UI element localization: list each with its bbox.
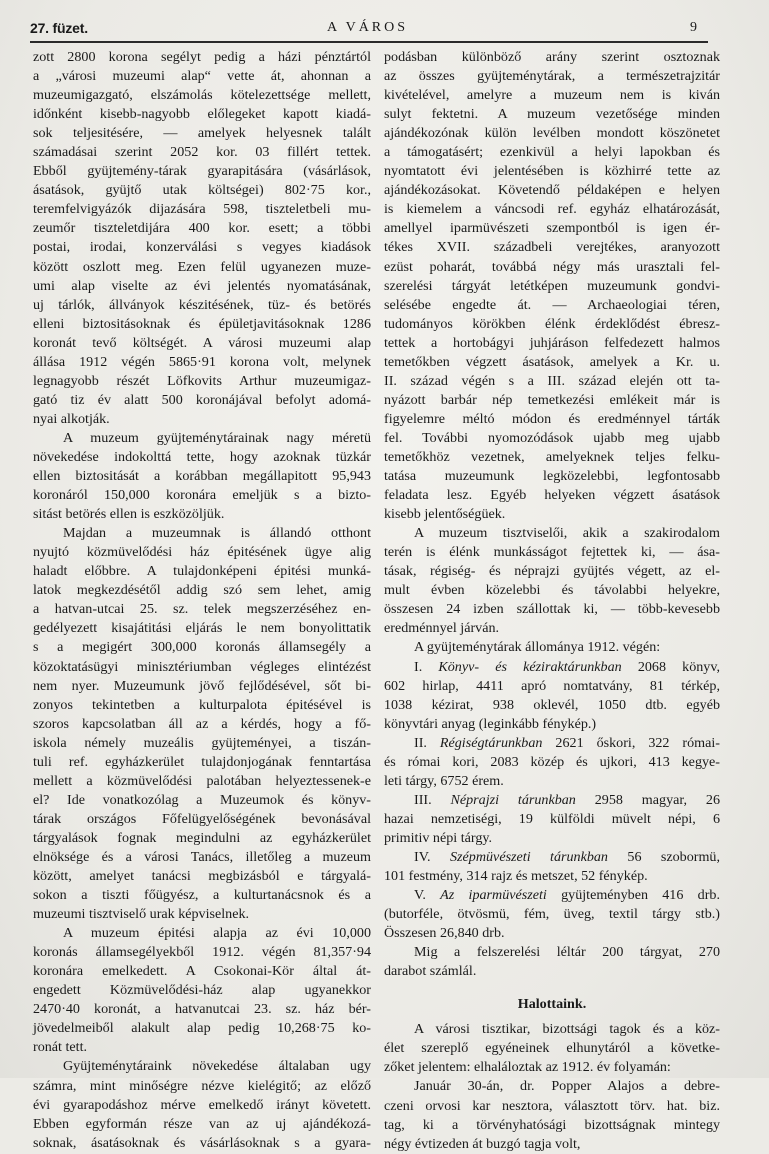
text-line: temetőkhöz vezetnek, amelyeknek teljes felku- <box>384 448 720 465</box>
text-line: zőket jelentem: elhaláloztak az 1912. év folyamán: <box>384 1059 671 1076</box>
text-line: 101 festmény, 314 rajz és metszet, 52 fénykép. <box>384 868 648 885</box>
text-line: amellyel iparmüvészeti szempontból is igen ér- <box>384 220 720 237</box>
text-line: nyomtatott évi jelentésében is közhirré tette az <box>384 163 720 180</box>
text-line: koronára emelkedett. A Csokonai-Kör által át- <box>33 963 371 980</box>
text-line: elnöksége és a városi Tanács, illetőleg a muzeum <box>33 848 371 865</box>
text-line: időnként kisebb-nagyobb előlegeket kapott kiadá- <box>33 106 371 123</box>
text-line: tuli ref. egyházkerület tulajdonjogának fenntartása <box>33 753 371 770</box>
text-line: leti tárgy, 6752 érem. <box>384 772 504 789</box>
text-line: A gyüjteménytárak állománya 1912. végén: <box>414 639 661 656</box>
left-column <box>33 48 371 1153</box>
text-line: Gyüjteménytáraink növekedése általaban ugy <box>63 1058 371 1075</box>
inventory-item <box>384 848 720 867</box>
inventory-counts: 2958 magyar, 26 <box>575 791 720 808</box>
text-line: Majdan a muzeumnak is állandó otthont <box>63 525 371 542</box>
text-line: számra, mint minőségre nézve kielégitő; az előző <box>33 1077 371 1094</box>
text-line: tárgyalások fognak megindulni az egyházkerület <box>33 829 371 846</box>
text-line: közoktatásügyi minisztériumban végleges elintézést <box>33 658 371 675</box>
collection-name: Könyv- és kéziraktárunkban <box>438 658 622 675</box>
text-line: könyvtári anyag (leginkább fénykép.) <box>384 715 597 732</box>
text-line: darabot számlál. <box>384 963 477 980</box>
inventory-counts: 56 szobormü, <box>607 848 721 865</box>
inventory-item <box>384 658 720 677</box>
text-line: ajándékozásokat. Követendő példaképen e helyen <box>384 182 720 199</box>
journal-title: A VÁROS <box>327 20 409 35</box>
text-line: ásatások, gyüjtő utak költségei) 802·75 kor., <box>33 182 371 199</box>
text-line: Összesen 26,840 drb. <box>384 925 505 942</box>
text-line: a támogatásért; ezenkivül a helyi lapokban és <box>384 144 720 161</box>
text-line: koronáról 150,000 koronára emeljük s a bizto- <box>33 487 371 504</box>
text-line: növekedése indokolttá tette, hogy azoknak tüzkár <box>33 448 371 465</box>
collection-name: Régiségtárunkban <box>439 734 543 751</box>
inventory-counts: 2621 őskori, 322 római- <box>542 734 721 751</box>
right-column <box>384 48 720 1154</box>
text-line: számadásai szerint 2052 kor. 03 fillért tettek. <box>33 144 371 161</box>
text-line: 602 hirlap, 4411 apró nomtatvány, 81 térkép, <box>384 677 720 694</box>
text-line: selésébe engedte át. — Archaeologiai téren, <box>384 296 720 313</box>
text-line: élet szereplő egyéneinek elhunytáról a követke- <box>384 1040 720 1057</box>
text-line: soknak, ásatásoknak és vásárlásoknak s a gyara- <box>33 1134 371 1151</box>
text-line: podásban különböző arány szerint osztoznak <box>384 49 720 65</box>
text-line: (butorféle, ötvösmü, fém, üveg, textil tárgy stb.) <box>384 906 720 923</box>
text-line: Mig a felszerelési léltár 200 tárgyat, 270 <box>414 944 720 961</box>
text-line: temetőkben végzett ásatások, amelyek a Kr. u. <box>384 353 720 370</box>
text-line: között oszlott meg. Ezen felül ugyanezen muze- <box>33 258 371 275</box>
text-line: is kiemelem a váncsodi ref. egyház elhatározását, <box>384 201 720 218</box>
text-line: a hatvan-utcai 25. sz. telek megszerzéséhez en- <box>33 601 371 618</box>
text-line: tag, ki a törvényhatósági bizottságnak mintegy <box>384 1116 720 1133</box>
inventory-item <box>384 886 720 905</box>
text-line: uj tárlók, állványok készitésének, tüz- és betörés <box>33 296 371 313</box>
text-line: tékes XVII. századbeli verejtékes, aranyozott <box>384 239 720 256</box>
section-heading: Halottaink. <box>517 996 587 1013</box>
text-line: szerelési tárgyát letétképen muzeumunk gondvi- <box>384 277 720 294</box>
text-line: az összes gyüjteménytárak, a természetrajzitár <box>384 68 720 85</box>
text-line: terén is élénk munkásságot fejtettek ki, — ása- <box>384 544 720 561</box>
text-line: haladt előbbre. A tulajdonképeni épitési munká- <box>33 563 371 580</box>
inventory-numeral: IV. <box>414 848 450 865</box>
text-line: nem nyer. Muzeumunk jövő fejlődésével, sőt bi- <box>33 677 371 694</box>
text-line: muzeumi tisztviselő urak képviselnek. <box>33 906 250 923</box>
text-line: kisebb jelentőségüek. <box>384 506 506 523</box>
text-line: latok megkezdésétől addig szó sem lehet, amig <box>33 582 371 599</box>
text-line: koronát tevő költségét. A városi muzeumi alap <box>33 334 371 351</box>
text-line: postai, irodai, konzerválási s vegyes kiadások <box>33 239 371 256</box>
text-line: évi gyarapodáshoz mérve emelkedő irányt követett. <box>33 1096 371 1113</box>
text-line: ronát tett. <box>33 1039 88 1056</box>
text-line: és római kori, 2083 közép és ujkori, 413 kegye- <box>384 753 720 770</box>
text-line: zonyos tekintetben a kulturpalota épitésével is <box>33 696 371 713</box>
collection-name: Néprajzi tárunkban <box>450 791 576 808</box>
text-line: ezüst poharát, továbbá négy más urasztali fel- <box>384 258 720 275</box>
text-line: eredménnyel járván. <box>384 620 500 637</box>
text-line: figyelemre méltó módon és eredménnyel tárták <box>384 410 720 427</box>
collection-name: Az iparmüvészeti <box>440 887 547 904</box>
inventory-counts: 2068 könyv, <box>621 658 720 675</box>
text-line: A muzeum gyüjteménytárainak nagy méretü <box>63 429 371 446</box>
text-line: szoros kapcsolatban áll az a kérdés, hogy a fő- <box>33 715 371 732</box>
text-line: koronás államsegélyekből 1912. végén 81,357·94 <box>33 944 371 961</box>
page-number: 9 <box>690 20 697 35</box>
text-line: teremfelvigyázók dijazására 598, tiszteletbeli mu- <box>33 201 371 218</box>
text-line: hazai nemzetiségi, 19 külföldi müvelt népi, 6 <box>384 810 720 827</box>
text-line: A muzeum épitési alapja az évi 10,000 <box>63 925 371 942</box>
text-line: négy évtizeden át buzgó tagja volt, <box>384 1135 581 1152</box>
text-line: zeumőr tiszteletdijára 400 kor. esett; a többi <box>33 220 371 237</box>
issue-label: 27. füzet. <box>30 20 88 36</box>
text-line: tárak országos Főfelügyelőségének bevonásával <box>33 810 371 827</box>
text-line: iskola némely muzeális gyüjteményei, a tiszán- <box>33 734 371 751</box>
text-line: között, amelyet tanácsi megbizásból e tárgyalá- <box>33 868 371 885</box>
inventory-numeral: III. <box>414 791 451 808</box>
text-line: jövedelmeiből alakult alap pedig 10,268·75 ko- <box>33 1020 371 1037</box>
text-line: zott 2800 korona segélyt pedig a házi pénztártól <box>33 49 371 65</box>
text-line: sokon a tiszti főügyész, a kulturtanácsnok és a <box>33 887 371 904</box>
collection-name: Szépmüvészeti tárunkban <box>450 848 608 865</box>
inventory-numeral: II. <box>414 734 440 751</box>
text-line: el? Ide vonatkozólag a Muzeumok és könyv- <box>33 791 371 808</box>
text-line: primitiv népi tárgy. <box>384 829 493 846</box>
text-line: nyai alkotják. <box>33 410 110 427</box>
text-line: állása 1912 végén 5865·91 korona volt, melynek <box>33 353 371 370</box>
inventory-counts: gyüjteményben 416 drb. <box>546 887 720 904</box>
text-line: sok teljesitésére, — amelyek helyesnek talált <box>33 125 371 142</box>
text-line: gató tiz év alatt 500 koronájával befolyt adomá- <box>33 391 371 408</box>
text-line: legnagyobb részét Löfkovits Arthur muzeumigaz- <box>33 372 371 389</box>
text-line: Ebből gyüjtemény-tárak gyarapitására (vásárlások, <box>33 163 371 180</box>
text-line: feladata lesz. Egyéb helyeken végzett ásatások <box>384 487 720 504</box>
text-line: engedett Közmüvelődési-ház alap ugyanekkor <box>33 982 371 999</box>
text-line: tásak, régiség- és néprajzi gyüjtés végett, az el- <box>384 563 720 580</box>
inventory-numeral: V. <box>414 887 441 904</box>
text-line: czeni orvosi kar nesztora, választott törv. hat. biz. <box>384 1097 720 1114</box>
text-line: kivételével, amelyre a muzeum nem is kiván <box>384 87 720 104</box>
inventory-item <box>384 791 720 810</box>
text-line: fel. További nyomozódások ujabb meg ujabb <box>384 429 720 446</box>
text-line: ajándékozónak külön levélben mondott köszönetet <box>384 125 720 142</box>
text-line: A muzeum tisztviselői, akik a szakirodalom <box>414 525 720 542</box>
text-line: nyujtó közmüvelődési ház épitésének ügye alig <box>33 544 371 561</box>
text-line: tatása muzeumunk legközelebbi, legfontosabb <box>384 468 720 485</box>
text-line: muzeumigazgató, elszámolás kötelezettsége mellett, <box>33 87 371 104</box>
text-line: 2470·40 koronát, a hatvanutcai 23. sz. ház bér- <box>33 1001 371 1018</box>
text-line: összesen 24 izben szállottak ki, — több-kevesebb <box>384 601 720 618</box>
text-line: Ebben egyformán része van az uj ajándékozá- <box>33 1115 371 1132</box>
text-line: mult évben közelebbi és távolabbi helyekre, <box>384 582 720 599</box>
text-line: A városi tisztikar, bizottsági tagok és a köz- <box>414 1021 720 1038</box>
text-line: elleni biztositásoknak és épületjavitásoknak 1286 <box>33 315 371 332</box>
text-line: tettek a hortobágyi juhjáráson felfedezett halmos <box>384 334 720 351</box>
text-line: ellen biztositását a korábban megállapitott 95,943 <box>33 468 371 485</box>
text-line: nyázott barbár nép temetkezési emlékeit már is <box>384 391 720 408</box>
running-header <box>30 18 697 40</box>
header-rule <box>30 41 708 43</box>
text-line: s a megigért 300,000 koronás államsegély a <box>33 639 371 656</box>
inventory-item <box>384 734 720 753</box>
text-line: gedélyezett kisajátitási eljárás le nem bonyolittatik <box>33 620 371 637</box>
text-line: mellett a közmüvelődési palotában helyeztessenek-e <box>33 772 371 789</box>
text-line: sulyt fektetni. A muzeum vezetősége minden <box>384 106 720 123</box>
inventory-numeral: I. <box>414 658 439 675</box>
text-line: tudományos körökben élénk érdeklődést ébresz- <box>384 315 720 332</box>
text-line: sitást betörés ellen is eszközöljük. <box>33 506 225 523</box>
text-line: Január 30-án, dr. Popper Alajos a debre- <box>414 1078 720 1095</box>
text-line: II. század végén s a III. század elején ott ta- <box>384 372 720 389</box>
text-line: umi alap viselte az évi jelentés nyomatásának, <box>33 277 371 294</box>
text-line: 1038 kézirat, 938 oklevél, 1050 dtb. egyéb <box>384 696 720 713</box>
text-line: a „városi muzeumi alap“ vette át, ahonnan a <box>33 68 371 85</box>
